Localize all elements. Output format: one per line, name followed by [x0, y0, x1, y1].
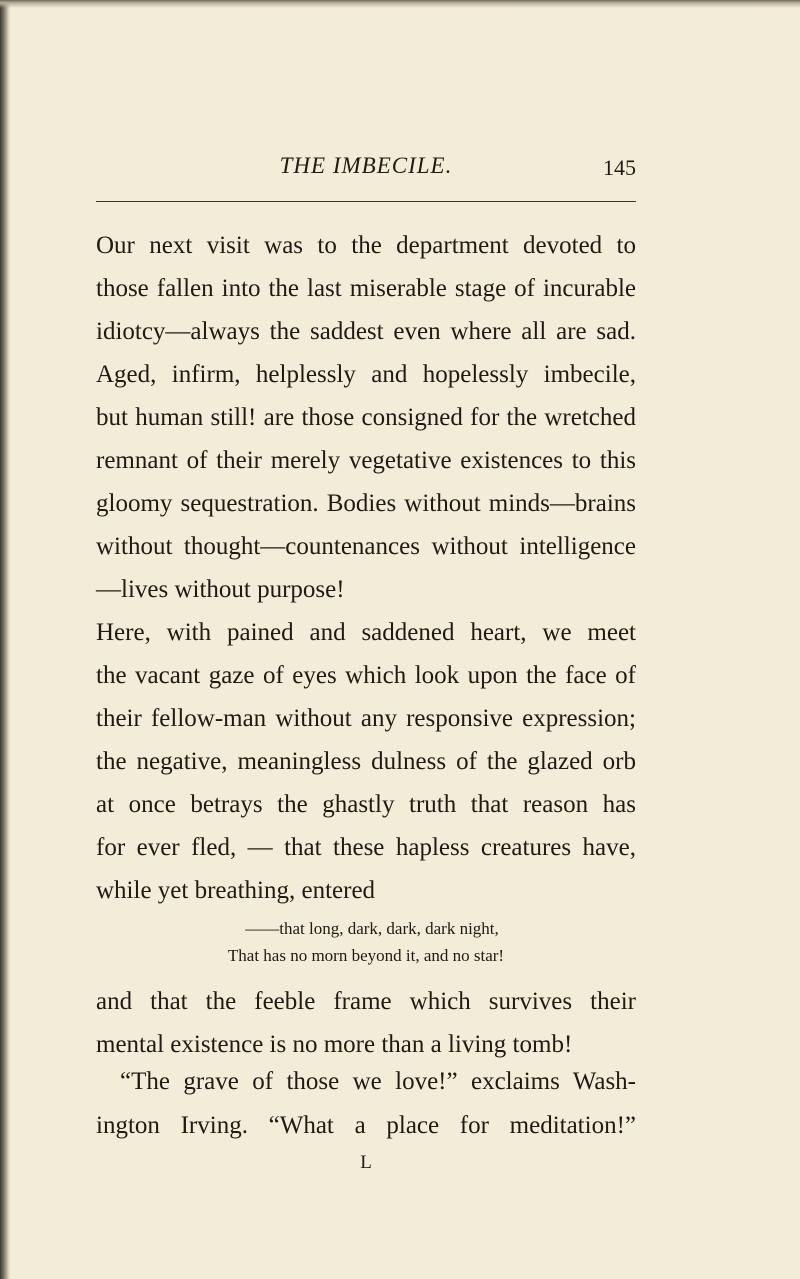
running-head	[96, 153, 636, 187]
body-line: their fellow-man without any responsive expression;	[96, 705, 636, 732]
body-line: without thought—countenances without intelligence	[96, 533, 636, 560]
body-line: ington Irving. “What a place for meditation!”	[96, 1112, 636, 1139]
body-line: the negative, meaningless dulness of the glazed orb	[96, 748, 636, 775]
body-line: idiotcy—always the saddest even where all are sad.	[96, 318, 636, 345]
body-line: Here, with pained and saddened heart, we meet	[96, 619, 636, 646]
body-line: remnant of their merely vegetative existences to this	[96, 447, 636, 474]
body-line: “The grave of those we love!” exclaims Wash-	[120, 1068, 636, 1095]
body-line: Aged, infirm, helplessly and hopelessly imbecile,	[96, 361, 636, 388]
body-line: for ever fled, — that these hapless creatures have,	[96, 834, 636, 861]
body-line: but human still! are those consigned for the wretched	[96, 404, 636, 431]
running-title: THE IMBECILE.	[279, 153, 453, 178]
quotation-line: That has no morn beyond it, and no star!	[227, 946, 505, 965]
body-line: gloomy sequestration. Bodies without minds—brains	[96, 490, 636, 517]
body-line: —lives without purpose!	[96, 576, 345, 603]
quotation-line: ——that long, dark, dark, dark night,	[245, 919, 499, 938]
header-rule	[96, 201, 636, 202]
page-edge-shadow-left	[0, 0, 10, 1279]
body-line: and that the feeble frame which survives their	[96, 988, 636, 1015]
body-line: mental existence is no more than a living tomb!	[96, 1031, 573, 1058]
signature-mark: L	[360, 1152, 372, 1173]
body-line: the vacant gaze of eyes which look upon the face of	[96, 662, 636, 689]
body-line: at once betrays the ghastly truth that reason has	[96, 791, 636, 818]
body-line: those fallen into the last miserable stage of incurable	[96, 275, 636, 302]
body-line: Our next visit was to the department devoted to	[96, 232, 636, 259]
page-number: 145	[603, 155, 636, 180]
body-line: while yet breathing, entered	[96, 877, 376, 904]
page-edge-shadow-top	[0, 0, 800, 8]
